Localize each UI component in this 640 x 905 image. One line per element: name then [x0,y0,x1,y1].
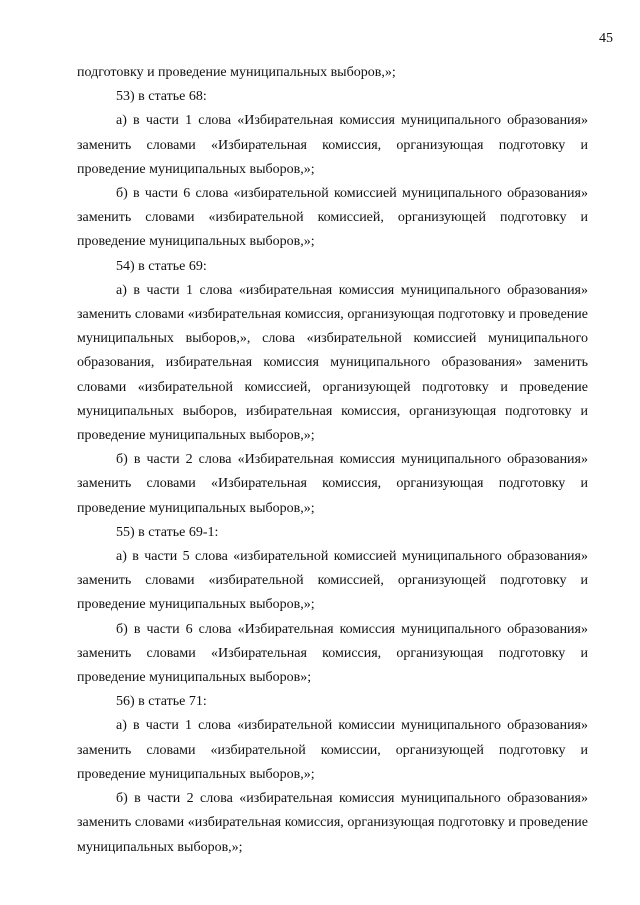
article-heading: 53) в статье 68: [116,89,207,105]
paragraph: а) в части 1 слова «избирательной комиссии муниципального образования» заменить словами «избирательной комиссии, организующей подготовку и проведение муниципальных выборов,»; [77,718,588,782]
article-heading: 54) в статье 69: [116,258,207,274]
paragraph: а) в части 1 слова «Избирательная комиссия муниципального образования» заменить словами «Избирательная комиссия, организующая подготовку и проведение муниципальных выборов,»; [77,113,588,177]
paragraph: подготовку и проведение муниципальных выборов,»; [77,65,396,80]
paragraph: б) в части 2 слова «избирательная комиссия муниципального образования» заменить словами «избирательная комиссия, организующая подготовку и проведение муниципальных выборов,»; [77,791,588,855]
document-body [77,61,588,860]
paragraph: а) в части 5 слова «избирательной комиссией муниципального образования» заменить словами «избирательной комиссией, организующей подготовку и проведение муниципальных выборов,»; [77,549,588,613]
paragraph: б) в части 6 слова «Избирательная комиссия муниципального образования» заменить словами «Избирательная комиссия, организующая подготовку и проведение муниципальных выборов»; [77,621,588,686]
page-number: 45 [599,31,613,46]
paragraph: б) в части 6 слова «избирательной комиссией муниципального образования» заменить словами «избирательной комиссией, организующей подготовку и проведение муниципальных выборов,»; [77,186,588,250]
paragraph: а) в части 1 слова «избирательная комиссия муниципального образования» заменить словами «избирательная комиссия, организующая подготовку и проведение муниципальных выборов,», слова «избирательной комиссией муниципального образования, избирательная комиссия муниципального образования» заменить словами «избирательной комиссией, организующей подготовку и проведение муниципальных выборов, избирательная комиссия, организующая подготовку и проведение муниципальных выборов,»; [77,282,588,444]
paragraph: б) в части 2 слова «Избирательная комиссия муниципального образования» заменить словами «Избирательная комиссия, организующая подготовку и проведение муниципальных выборов,»; [77,452,588,516]
article-heading: 56) в статье 71: [116,694,207,710]
article-heading: 55) в статье 69-1: [116,524,219,540]
